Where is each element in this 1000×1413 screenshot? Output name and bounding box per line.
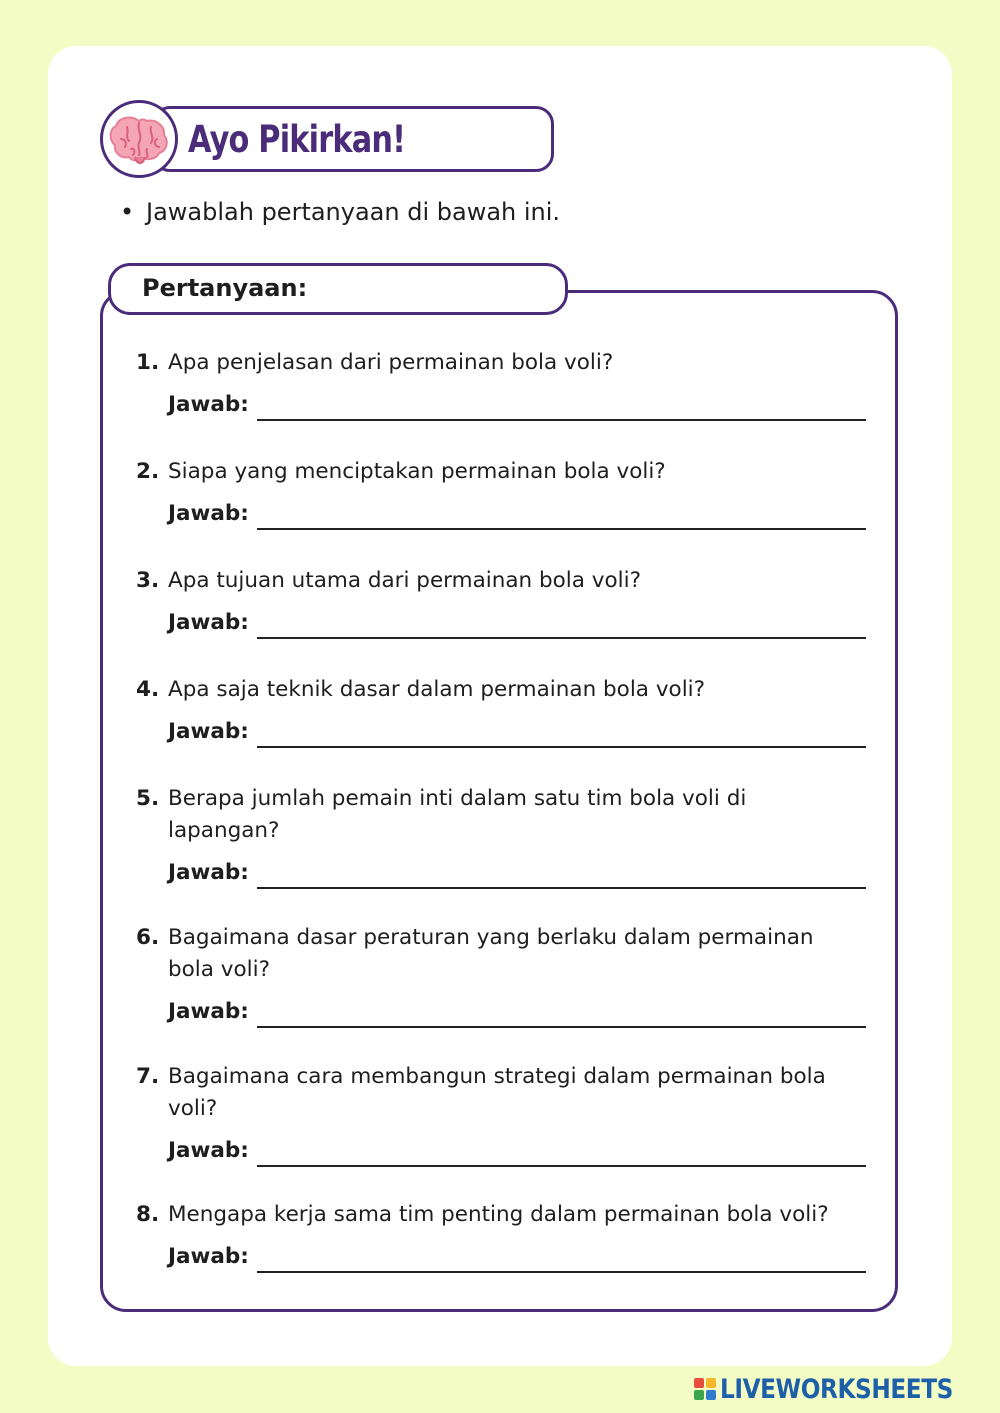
- question-number: 5.: [136, 786, 160, 811]
- question-number: 3.: [136, 568, 160, 593]
- question-item: [136, 456, 866, 528]
- answer-label: Jawab:: [168, 610, 249, 635]
- question-item: [136, 674, 866, 746]
- question-number: 4.: [136, 677, 160, 702]
- logo-mark-icon: [694, 1378, 716, 1400]
- liveworksheets-logo: [694, 1372, 991, 1406]
- question-text: Berapa jumlah pemain inti dalam satu tim bola voli di lapangan?: [168, 786, 747, 843]
- answer-label: Jawab:: [168, 501, 249, 526]
- question-item: [136, 783, 866, 887]
- question-number: 2.: [136, 459, 160, 484]
- answer-label: Jawab:: [168, 392, 249, 417]
- question-text: Bagaimana cara membangun strategi dalam permainan bola voli?: [168, 1064, 826, 1121]
- brain-badge: [100, 100, 178, 178]
- question-item: [136, 922, 866, 1026]
- question-item: [136, 347, 866, 419]
- brand-name: LIVEWORKSHEETS: [720, 1373, 953, 1405]
- question-text: Mengapa kerja sama tim penting dalam permainan bola voli?: [168, 1202, 829, 1227]
- question-text: Siapa yang menciptakan permainan bola voli?: [168, 459, 666, 484]
- answer-field[interactable]: [257, 393, 866, 421]
- answer-field[interactable]: [257, 1245, 866, 1273]
- bullet-icon: •: [120, 198, 135, 226]
- answer-field[interactable]: [257, 611, 866, 639]
- answer-label: Jawab:: [168, 719, 249, 744]
- question-item: [136, 1061, 866, 1165]
- answer-label: Jawab:: [168, 1138, 249, 1163]
- question-item: [136, 1199, 866, 1271]
- answer-label: Jawab:: [168, 999, 249, 1024]
- question-number: 6.: [136, 925, 160, 950]
- answer-label: Jawab:: [168, 860, 249, 885]
- answer-field[interactable]: [257, 720, 866, 748]
- question-number: 7.: [136, 1064, 160, 1089]
- brain-icon: [107, 113, 171, 169]
- questions-label: Pertanyaan:: [142, 274, 308, 302]
- question-number: 1.: [136, 350, 160, 375]
- page-title: Ayo Pikirkan!: [188, 118, 406, 161]
- answer-label: Jawab:: [168, 1244, 249, 1269]
- question-text: Apa tujuan utama dari permainan bola voli?: [168, 568, 642, 593]
- question-text: Apa penjelasan dari permainan bola voli?: [168, 350, 614, 375]
- answer-field[interactable]: [257, 1139, 866, 1167]
- question-item: [136, 565, 866, 637]
- question-text: Apa saja teknik dasar dalam permainan bola voli?: [168, 677, 706, 702]
- question-number: 8.: [136, 1202, 160, 1227]
- answer-field[interactable]: [257, 1000, 866, 1028]
- answer-field[interactable]: [257, 502, 866, 530]
- answer-field[interactable]: [257, 861, 866, 889]
- question-text: Bagaimana dasar peraturan yang berlaku dalam permainan bola voli?: [168, 925, 814, 982]
- instruction-text: • Jawablah pertanyaan di bawah ini.: [120, 198, 561, 226]
